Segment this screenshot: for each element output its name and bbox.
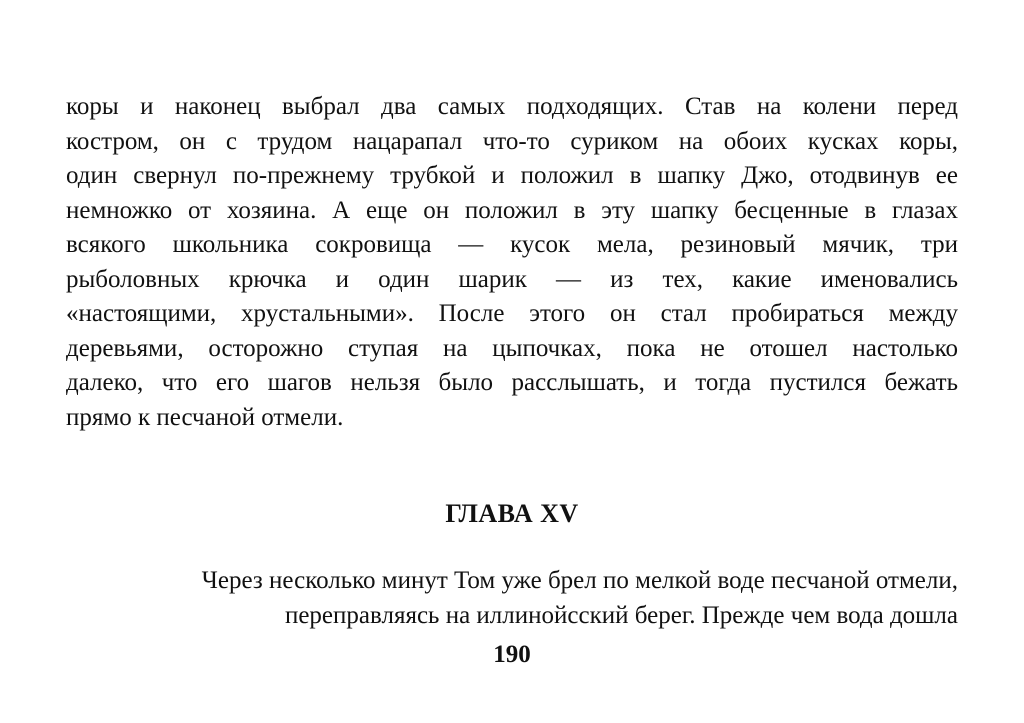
text-line: немножко от хозяина. А еще он положил в эту шапку бесценные в глазах [66, 196, 958, 224]
text-line: Через несколько минут Том уже брел по мелкой воде песчаной отмели, [201, 567, 958, 594]
text-line: всякого школьника сокровища — кусок мела, резиновый мячик, три [66, 231, 958, 258]
chapter-heading: ГЛАВА XV [445, 499, 579, 528]
text-line: коры и наконец выбрал два самых подходящих. Став на колени перед [66, 93, 958, 120]
text-line: переправляясь на иллинойсский берег. Прежде чем вода дошла [284, 601, 958, 629]
paragraph-1 [66, 90, 958, 435]
page-number: 190 [493, 641, 531, 668]
text-line: прямо к песчаной отмели. [66, 403, 344, 431]
text-line: «настоящими, хрустальными». После этого он стал пробираться между [66, 300, 958, 327]
paragraph-2 [66, 564, 958, 633]
text-line: костром, он с трудом нацарапал что-то суриком на обоих кусках коры, [66, 127, 958, 155]
text-line: далеко, что его шагов нельзя было расслышать, и тогда пустился бежать [66, 369, 958, 396]
text-line: рыболовных крючка и один шарик — из тех, какие именовались [66, 265, 958, 293]
text-line: один свернул по-прежнему трубкой и положил в шапку Джо, отодвинув ее [66, 162, 958, 189]
text-line: деревьями, осторожно ступая на цыпочках, пока не отошел настолько [66, 334, 958, 362]
